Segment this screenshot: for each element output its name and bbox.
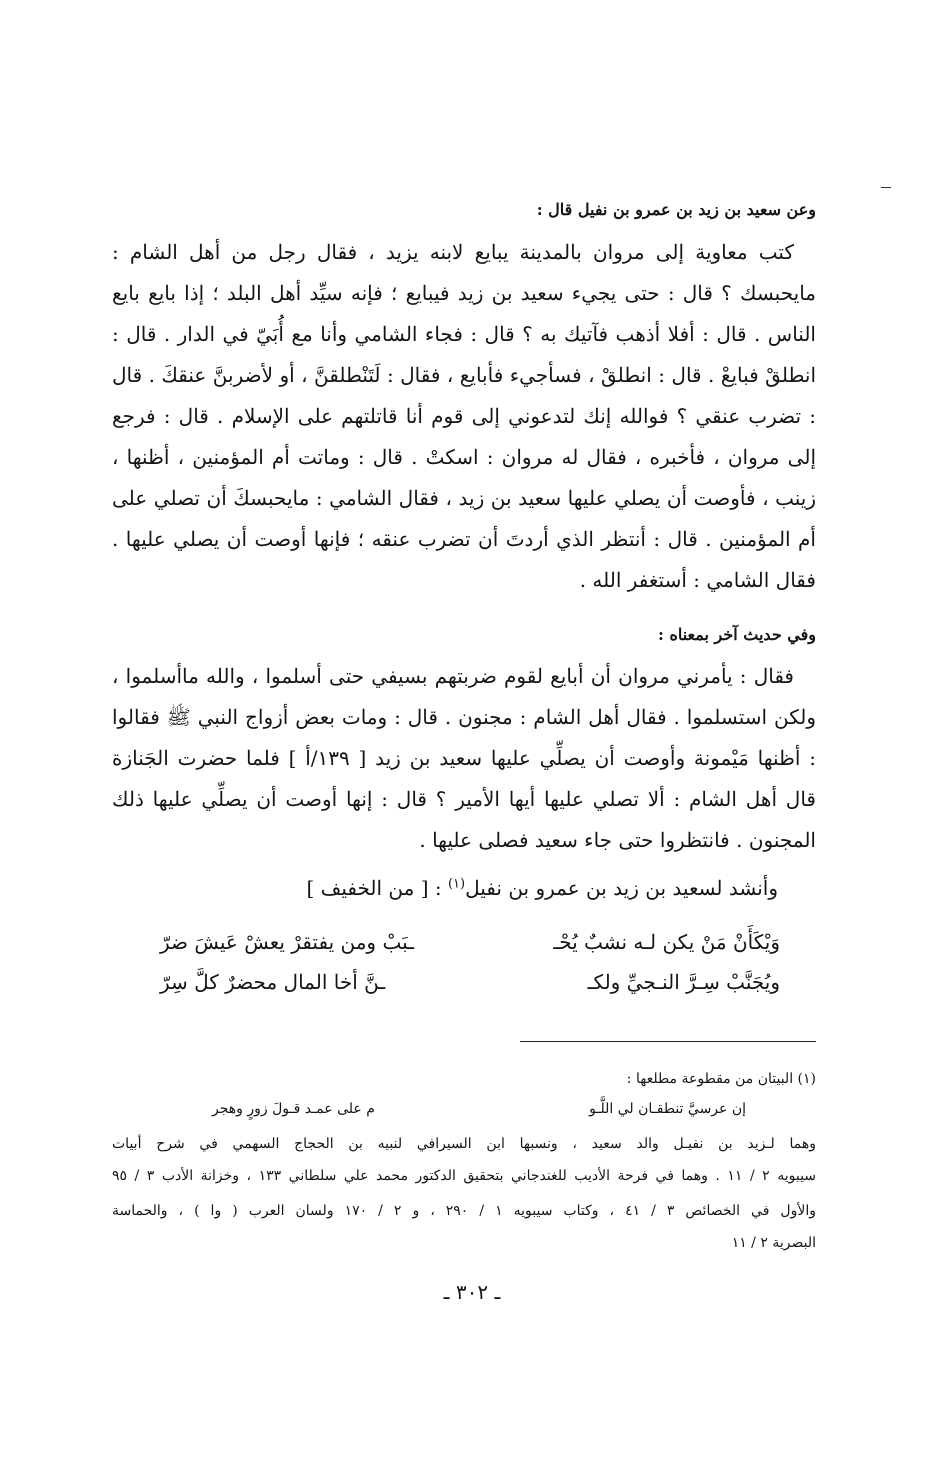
paragraph-2: فقال : يأمرني مروان أن أبايع لقوم ضربتهم بسيفي حتى أسلموا ، والله ماأسلموا ، ولكن استسلموا . فقال أهل الشام : مجنون . قال : ومات بعض أزواج النبي ﷺ فقالوا : أظنها مَيْمونة وأوصت أن يصلِّي عليها سعيد بن زيد [ ١٣٩/أ ] فلما حضرت الجَنازة قال أهل الشام : ألا تصلي عليها أيها الأمير ؟ قال : إنها أوصت أن يصلِّي عليها ذلك المجنون . فانتظروا حتى جاء سعيد فصلى عليها . bbox=[112, 664, 816, 852]
footnote-line-1: (١) البيتان من مقطوعة مطلعها : bbox=[626, 1071, 816, 1087]
footnote-verse bbox=[112, 1101, 816, 1117]
verse-line-1 bbox=[160, 930, 780, 954]
verse-hemistich-first: ويُجَنَّبْ سِـرَّ النـجيِّ ولكـ bbox=[587, 970, 780, 994]
footnote-line-5: البصرية ٢ / ١١ bbox=[731, 1235, 816, 1251]
footnote-line-4: والأول في الخصائص ٣ / ٤١ ، وكتاب سيبويه ١ / ٢٩٠ ، و ٢ / ١٧٠ ولسان العرب ( وا ) ، والحماسة bbox=[112, 1203, 816, 1219]
verse-intro-text: وأنشد لسعيد بن زيد بن عمرو بن نفيل bbox=[465, 876, 778, 900]
verse-meter: : [ من الخفيف ] bbox=[306, 876, 442, 900]
margin-mark bbox=[881, 187, 891, 188]
verse-line-2 bbox=[160, 970, 780, 994]
paragraph-1: كتب معاوية إلى مروان بالمدينة يبايع لابنه يزيد ، فقال رجل من أهل الشام : مايحبسك ؟ قال : حتى يجيء سعيد بن زيد فيبايع ؛ فإنه سيِّد أهل البلد ؛ إذا بايع بايع الناس . قال : أفلا أذهب فآتيك به ؟ قال : فجاء الشامي وأنا مع أُبَيّ في الدار . قال : انطلقْ فبايعْ . قال : انطلقْ ، فسأجيء فأبايع ، فقال : لَتَنْطلقنَّ ، أو لأضربنَّ عنقكَ . قال : تضرب عنقي ؟ فوالله إنك لتدعوني إلى قوم أنا قاتلتهم على الإسلام . قال : فرجع إلى مروان ، فأخبره ، فقال له مروان : اسكتْ . قال : وماتت أم المؤمنين ، أظنها ، زينب ، فأوصت أن يصلي عليها سعيد بن زيد ، فقال الشامي : مايحبسكَ أن تصلي على أم المؤمنين . قال : أنتظر الذي أردتَ أن تضرب عنقه ؛ فإنها أوصت أن يصلي عليها . فقال الشامي : أستغفر الله . bbox=[112, 240, 816, 592]
footnote-line-2: وهما لـزيد بن نفيـل والد سعيد ، ونسبها ابن السيرافي لنبيه بن الحجاج السهمي في شرح أبيات bbox=[112, 1136, 816, 1152]
verse-hemistich-second: ـبَبْ ومن يفتقرْ يعشْ عَيشَ ضرّ bbox=[160, 930, 414, 954]
section-heading-1: وعن سعيد بن زيد بن عمرو بن نفيل قال : bbox=[536, 200, 816, 219]
footnote-separator bbox=[520, 1041, 816, 1042]
page-number: ـ ٣٠٢ ـ bbox=[443, 1280, 501, 1304]
footnote-line-3: سيبويه ٢ / ١١ . وهما في فرحة الأديب للغندجاني بتحقيق الدكتور محمد علي سلطاني ١٣٣ ، وخزانة الأدب ٣ / ٩٥ bbox=[112, 1168, 817, 1184]
footnote-ref: (١) bbox=[447, 876, 466, 892]
footnote-verse-first: إن عرسيَّ تنطقـان لي اللَّـو bbox=[589, 1101, 746, 1117]
main-text-block-1 bbox=[112, 232, 816, 601]
main-text-block-2 bbox=[112, 656, 816, 861]
section-heading-2: وفي حديث آخر بمعناه : bbox=[657, 625, 816, 644]
verse-hemistich-first: وَيْكَأَنْ مَنْ يكن لـه نشبٌ يُحْـ bbox=[553, 930, 780, 954]
verse-intro bbox=[112, 876, 778, 900]
footnote-verse-second: م على عمـد قـولَ زورٍ وهجر bbox=[212, 1101, 375, 1117]
verse-hemistich-second: ـنَّ أخا المال محضرٌ كلَّ سِرّ bbox=[160, 970, 386, 994]
